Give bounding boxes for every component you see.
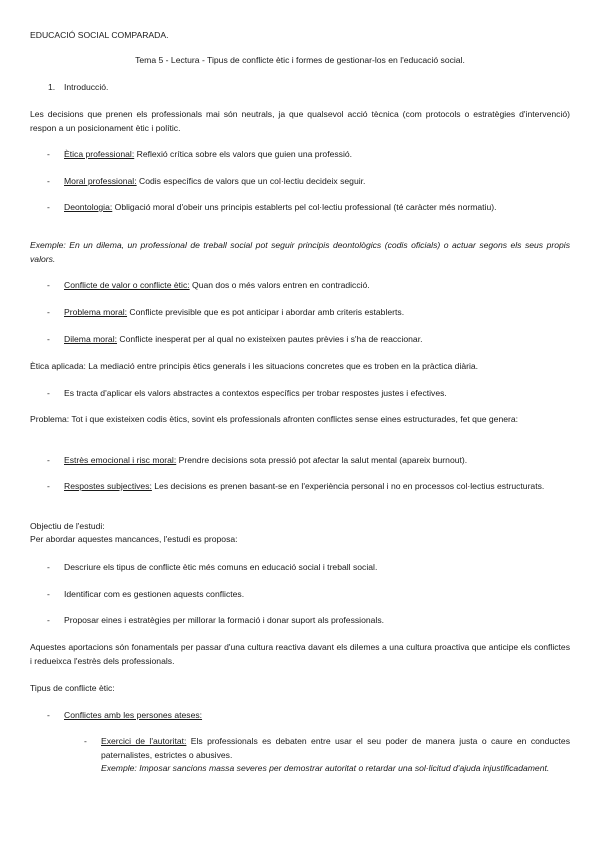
definition-text: Codis específics de valors que un col·lectiu decideix seguir. bbox=[136, 176, 366, 186]
conflict-problema bbox=[64, 306, 404, 320]
conflict-text: Conflicte previsible que es pot anticipar i abordar amb criteris establerts. bbox=[127, 307, 405, 317]
applied-bullet: Es tracta d'aplicar els valors abstractes a contextos específics per trobar respostes justes i efectives. bbox=[64, 388, 447, 398]
intro-paragraph: Les decisions que prenen els professionals mai són neutrals, ja que qualsevol acció tècnica (com protocols o estratègies d'intervenció) respon a un posicionament ètic i polític. bbox=[30, 109, 570, 133]
bullet-dash: - bbox=[47, 615, 50, 625]
conflict-term: Dilema moral: bbox=[64, 334, 118, 344]
document-subtitle: Tema 5 - Lectura - Tipus de conflicte ètic i formes de gestionar-los en l'educació social. bbox=[135, 55, 465, 65]
bullet-dash: - bbox=[47, 481, 50, 491]
example-paragraph: Exemple: En un dilema, un professional de treball social pot seguir principis deontològics (codis oficials) o actuar segons els seus propis valors. bbox=[30, 240, 570, 264]
subitem-text: Els professionals es debaten entre usar el seu poder de manera justa o caure en conductes paternalistes, estrictes o abusives. bbox=[101, 736, 570, 760]
conflict-dilema bbox=[64, 333, 422, 347]
objective-item: Identificar com es gestionen aquests conflictes. bbox=[64, 589, 245, 599]
bullet-dash: - bbox=[47, 334, 50, 344]
bullet-dash: - bbox=[47, 562, 50, 572]
definition-term: Ètica professional: bbox=[64, 149, 135, 159]
problem-text: Les decisions es prenen basant-se en l'experiència personal i no en processos col·lectius estructurats. bbox=[151, 481, 545, 491]
definition-etica bbox=[64, 148, 352, 162]
bullet-dash: - bbox=[47, 307, 50, 317]
course-title: EDUCACIÓ SOCIAL COMPARADA. bbox=[30, 30, 169, 40]
problem-item-respostes bbox=[64, 480, 570, 494]
bullet-dash: - bbox=[47, 455, 50, 465]
problem-term: Respostes subjectives: bbox=[64, 481, 152, 491]
conflict-valor bbox=[64, 279, 370, 293]
definition-deontologia bbox=[64, 201, 570, 215]
conflict-text: Conflicte inesperat per al qual no existeixen pautes prèvies i s'ha de reaccionar. bbox=[117, 334, 423, 344]
bullet-dash: - bbox=[47, 710, 50, 720]
definition-text: Reflexió crítica sobre els valors que guien una professió. bbox=[134, 149, 353, 159]
problem-term: Estrès emocional i risc moral: bbox=[64, 455, 177, 465]
bullet-dash: - bbox=[47, 176, 50, 186]
objective-intro: Per abordar aquestes mancances, l'estudi es proposa: bbox=[30, 534, 238, 544]
bullet-dash: - bbox=[47, 589, 50, 599]
problem-paragraph: Problema: Tot i que existeixen codis ètics, sovint els professionals afronten conflictes sense eines estructurades, fet que genera: bbox=[30, 414, 519, 424]
objective-title: Objectiu de l'estudi: bbox=[30, 521, 105, 531]
section-number: 1. bbox=[48, 82, 56, 92]
subitem-term: Exercici de l'autoritat: bbox=[101, 736, 187, 746]
objective-item: Proposar eines i estratègies per millorar la formació i donar suport als professionals. bbox=[64, 615, 385, 625]
objective-item: Descriure els tipus de conflicte ètic més comuns en educació social i treball social. bbox=[64, 562, 378, 572]
problem-item-estres bbox=[64, 454, 467, 468]
bullet-dash: - bbox=[84, 736, 87, 746]
definition-term: Moral professional: bbox=[64, 176, 137, 186]
section-title: Introducció. bbox=[64, 82, 109, 92]
definition-text: Obligació moral d'obeir uns principis establerts pel col·lectiu professional (té caràcter més normatiu). bbox=[112, 202, 497, 212]
conflict-text: Quan dos o més valors entren en contradicció. bbox=[189, 280, 370, 290]
definition-moral bbox=[64, 175, 365, 189]
problem-text: Prendre decisions sota pressió pot afectar la salut mental (apareix burnout). bbox=[176, 455, 468, 465]
types-subitem bbox=[101, 735, 570, 762]
contributions-paragraph: Aquestes aportacions són fonamentals per passar d'una cultura reactiva davant els dilemes a una cultura proactiva que anticipe els conflictes i redueixca l'estrès dels professionals. bbox=[30, 642, 570, 666]
types-group: Conflictes amb les persones ateses: bbox=[64, 710, 203, 720]
applied-ethics: Ètica aplicada: La mediació entre principis ètics generals i les situacions concretes que es troben en la pràctica diària. bbox=[30, 361, 479, 371]
bullet-dash: - bbox=[47, 202, 50, 212]
bullet-dash: - bbox=[47, 280, 50, 290]
conflict-term: Conflicte de valor o conflicte ètic: bbox=[64, 280, 190, 290]
bullet-dash: - bbox=[47, 388, 50, 398]
conflict-term: Problema moral: bbox=[64, 307, 128, 317]
definition-term: Deontologia: bbox=[64, 202, 113, 212]
types-subitem-example: Exemple: Imposar sancions massa severes per demostrar autoritat o retardar una sol·licitud d'ajuda injustificadament. bbox=[101, 763, 550, 773]
bullet-dash: - bbox=[47, 149, 50, 159]
types-title: Tipus de conflicte ètic: bbox=[30, 683, 115, 693]
